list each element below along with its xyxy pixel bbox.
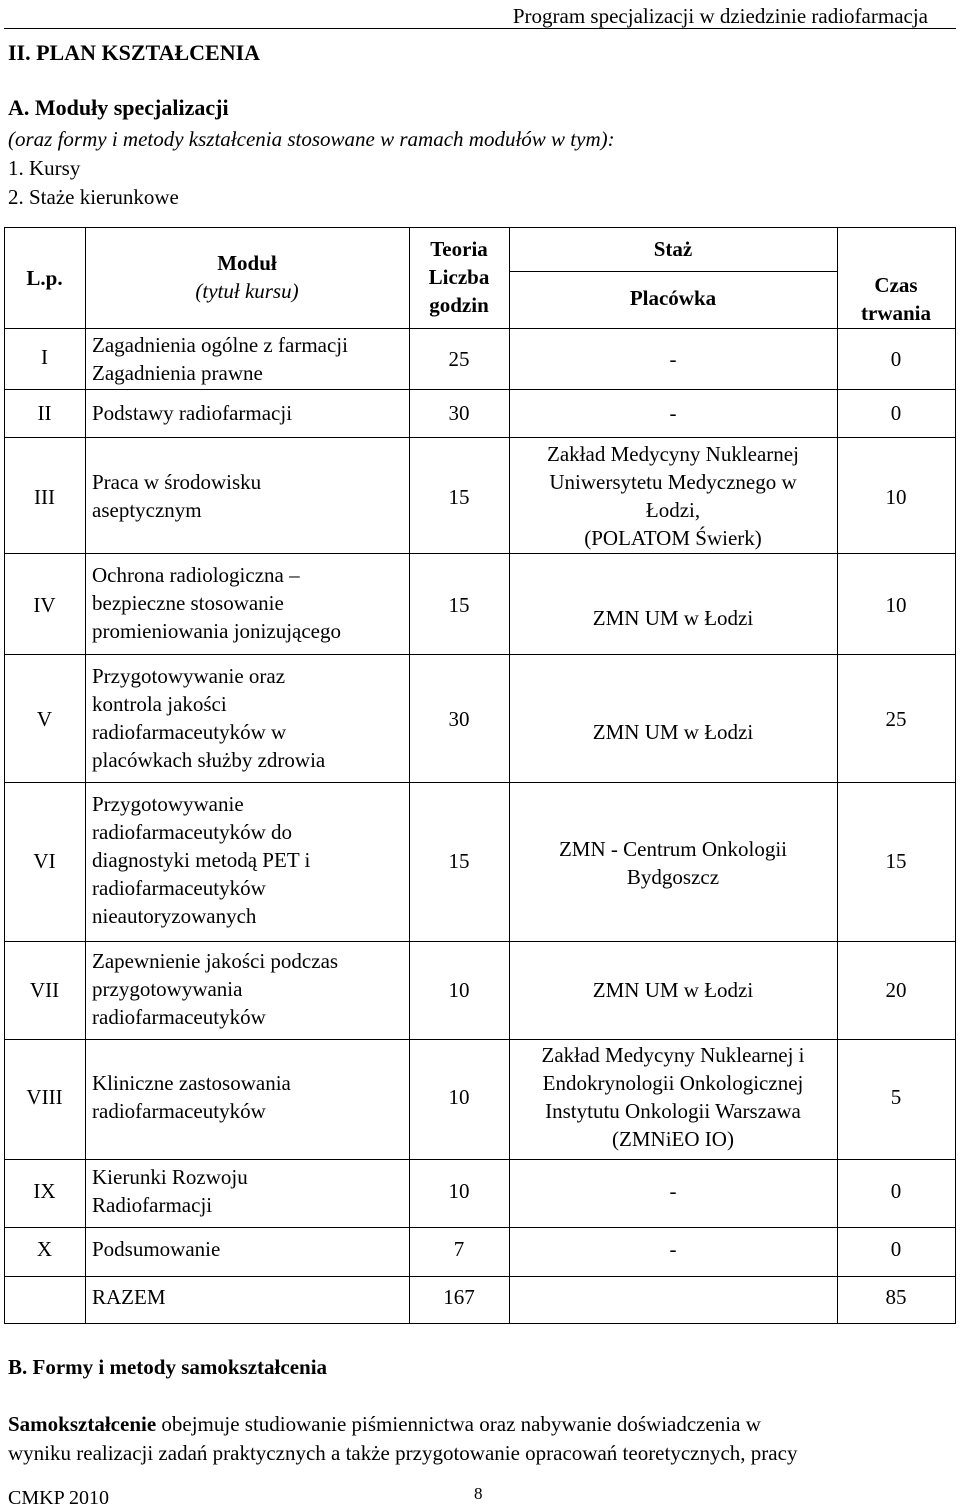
row-lp: III xyxy=(34,485,55,509)
header-duration-line: trwania xyxy=(861,301,931,325)
place-line: Zakład Medycyny Nuklearnej xyxy=(547,442,799,466)
paragraph-line-1 xyxy=(8,1410,952,1439)
place-line: Łodzi, xyxy=(645,498,701,522)
footer-left: CMKP 2010 xyxy=(8,1487,109,1509)
row-module xyxy=(92,1069,407,1125)
row-module xyxy=(92,468,407,524)
row-module xyxy=(92,947,407,1031)
table-rule xyxy=(4,941,955,942)
row-duration: 0 xyxy=(890,1237,902,1261)
row-lp: VI xyxy=(33,849,56,873)
paragraph-lead: Samokształcenie xyxy=(8,1412,157,1436)
row-lp: VII xyxy=(29,978,60,1002)
header-staz: Staż xyxy=(653,237,693,261)
table-rule xyxy=(4,1323,955,1324)
total-label: RAZEM xyxy=(92,1285,166,1309)
table-rule xyxy=(955,227,956,1324)
form-item-1: 1. Kursy xyxy=(8,156,81,180)
row-duration: 5 xyxy=(890,1085,902,1109)
module-line: Zagadnienia ogólne z farmacji xyxy=(92,333,348,357)
module-line: nieautoryzowanych xyxy=(92,904,257,928)
place-line: Endokrynologii Onkologicznej xyxy=(542,1071,804,1095)
row-hours: 15 xyxy=(448,593,470,617)
row-module: Podstawy radiofarmacji xyxy=(92,401,293,425)
header-duration-line: Czas xyxy=(874,273,918,297)
module-line: aseptycznym xyxy=(92,498,202,522)
subsection-b-title: B. Formy i metody samokształcenia xyxy=(8,1355,328,1379)
row-place: - xyxy=(669,401,677,425)
module-line: radiofarmaceutyków do xyxy=(92,820,293,844)
module-line: Kliniczne zastosowania xyxy=(92,1071,291,1095)
row-lp: X xyxy=(36,1237,53,1261)
row-hours: 15 xyxy=(448,485,470,509)
header-module-subtitle: (tytuł kursu) xyxy=(195,279,299,303)
row-hours: 10 xyxy=(448,1179,470,1203)
samoksztalcenie-paragraph xyxy=(8,1410,952,1468)
header-theory-line: godzin xyxy=(429,293,489,317)
table-rule xyxy=(4,227,955,228)
row-module: Podsumowanie xyxy=(92,1237,221,1261)
row-module xyxy=(92,1163,407,1219)
module-line: Przygotowywanie xyxy=(92,792,244,816)
row-hours: 10 xyxy=(448,1085,470,1109)
table-rule xyxy=(4,553,955,554)
row-module xyxy=(92,790,407,930)
row-duration: 20 xyxy=(885,978,907,1002)
row-module xyxy=(92,331,407,387)
paragraph-line-2: wyniku realizacji zadań praktycznych a także przygotowanie opracowań teoretycznych, pracy xyxy=(8,1441,798,1465)
table-rule xyxy=(4,1159,955,1160)
row-place: ZMN UM w Łodzi xyxy=(592,978,754,1002)
row-place: ZMN UM w Łodzi xyxy=(592,720,754,744)
header-duration xyxy=(837,271,955,327)
module-line: radiofarmaceutyków xyxy=(92,876,266,900)
row-place xyxy=(509,1041,837,1153)
table-rule xyxy=(4,782,955,783)
row-hours: 30 xyxy=(448,401,470,425)
module-line: radiofarmaceutyków w xyxy=(92,720,287,744)
running-header: Program specjalizacji w dziedzinie radiofarmacja xyxy=(512,4,928,28)
module-line: przygotowywania xyxy=(92,977,243,1001)
row-lp: IX xyxy=(33,1179,56,1203)
module-line: Przygotowywanie oraz xyxy=(92,664,286,688)
header-module-title: Moduł xyxy=(217,251,277,275)
module-line: Kierunki Rozwoju xyxy=(92,1165,248,1189)
module-line: radiofarmaceutyków xyxy=(92,1005,266,1029)
subsection-a-title: A. Moduły specjalizacji xyxy=(8,95,229,120)
row-hours: 7 xyxy=(453,1237,465,1261)
row-lp: VIII xyxy=(26,1085,63,1109)
table-rule xyxy=(4,437,955,438)
place-line: (ZMNiEO IO) xyxy=(612,1127,734,1151)
row-place: - xyxy=(669,347,677,371)
place-line: Bydgoszcz xyxy=(626,865,720,889)
table-rule xyxy=(4,1276,955,1277)
row-hours: 25 xyxy=(448,347,470,371)
place-line: (POLATOM Świerk) xyxy=(584,526,762,550)
place-line: Uniwersytetu Medycznego w xyxy=(549,470,797,494)
module-line: promieniowania jonizującego xyxy=(92,619,341,643)
module-line: Radiofarmacji xyxy=(92,1193,213,1217)
module-line: Praca w środowisku xyxy=(92,470,262,494)
table-rule xyxy=(4,1227,955,1228)
table-rule xyxy=(509,271,837,272)
header-theory-line: Liczba xyxy=(428,265,490,289)
module-line: radiofarmaceutyków xyxy=(92,1099,266,1123)
row-duration: 10 xyxy=(885,593,907,617)
module-line: Zagadnienia prawne xyxy=(92,361,263,385)
module-line: Ochrona radiologiczna – xyxy=(92,563,300,587)
module-line: diagnostyki metodą PET i xyxy=(92,848,311,872)
paragraph-line-1-text: obejmuje studiowanie piśmiennictwa oraz nabywanie doświadczenia w xyxy=(156,1412,761,1436)
table-rule xyxy=(4,654,955,655)
header-lp: L.p. xyxy=(26,266,63,290)
row-duration: 15 xyxy=(885,849,907,873)
row-duration: 0 xyxy=(890,401,902,425)
header-rule xyxy=(4,28,956,29)
subsection-a-note: (oraz formy i metody kształcenia stosowane w ramach modułów w tym): xyxy=(8,127,615,151)
place-line: Zakład Medycyny Nuklearnej i xyxy=(541,1043,805,1067)
row-lp: V xyxy=(36,707,53,731)
module-line: kontrola jakości xyxy=(92,692,227,716)
header-module xyxy=(85,249,409,305)
module-line: placówkach służby zdrowia xyxy=(92,748,326,772)
section-title: II. PLAN KSZTAŁCENIA xyxy=(8,40,261,65)
row-place: - xyxy=(669,1237,677,1261)
row-place xyxy=(509,440,837,552)
table-rule xyxy=(4,389,955,390)
row-place xyxy=(509,835,837,891)
modules-table xyxy=(4,227,955,1324)
total-hours: 167 xyxy=(443,1285,475,1309)
total-duration: 85 xyxy=(885,1285,907,1309)
row-place: ZMN UM w Łodzi xyxy=(592,606,754,630)
module-line: Zapewnienie jakości podczas xyxy=(92,949,339,973)
table-rule xyxy=(4,328,955,329)
header-placowka: Placówka xyxy=(629,286,717,310)
page-number: 8 xyxy=(474,1484,483,1503)
row-hours: 15 xyxy=(448,849,470,873)
form-item-2: 2. Staże kierunkowe xyxy=(8,185,179,209)
row-lp: II xyxy=(37,401,52,425)
header-theory-line: Teoria xyxy=(430,237,488,261)
table-rule xyxy=(4,1039,955,1040)
header-theory xyxy=(409,235,509,319)
row-module xyxy=(92,561,407,645)
row-lp: I xyxy=(41,345,48,369)
module-line: bezpieczne stosowanie xyxy=(92,591,284,615)
row-module xyxy=(92,662,407,774)
row-hours: 30 xyxy=(448,707,470,731)
row-duration: 0 xyxy=(890,1179,902,1203)
row-lp: IV xyxy=(33,593,56,617)
row-place: - xyxy=(669,1179,677,1203)
row-duration: 10 xyxy=(885,485,907,509)
row-duration: 0 xyxy=(890,347,902,371)
place-line: Instytutu Onkologii Warszawa xyxy=(545,1099,801,1123)
place-line: ZMN - Centrum Onkologii xyxy=(558,837,788,861)
row-duration: 25 xyxy=(885,707,907,731)
row-hours: 10 xyxy=(448,978,470,1002)
